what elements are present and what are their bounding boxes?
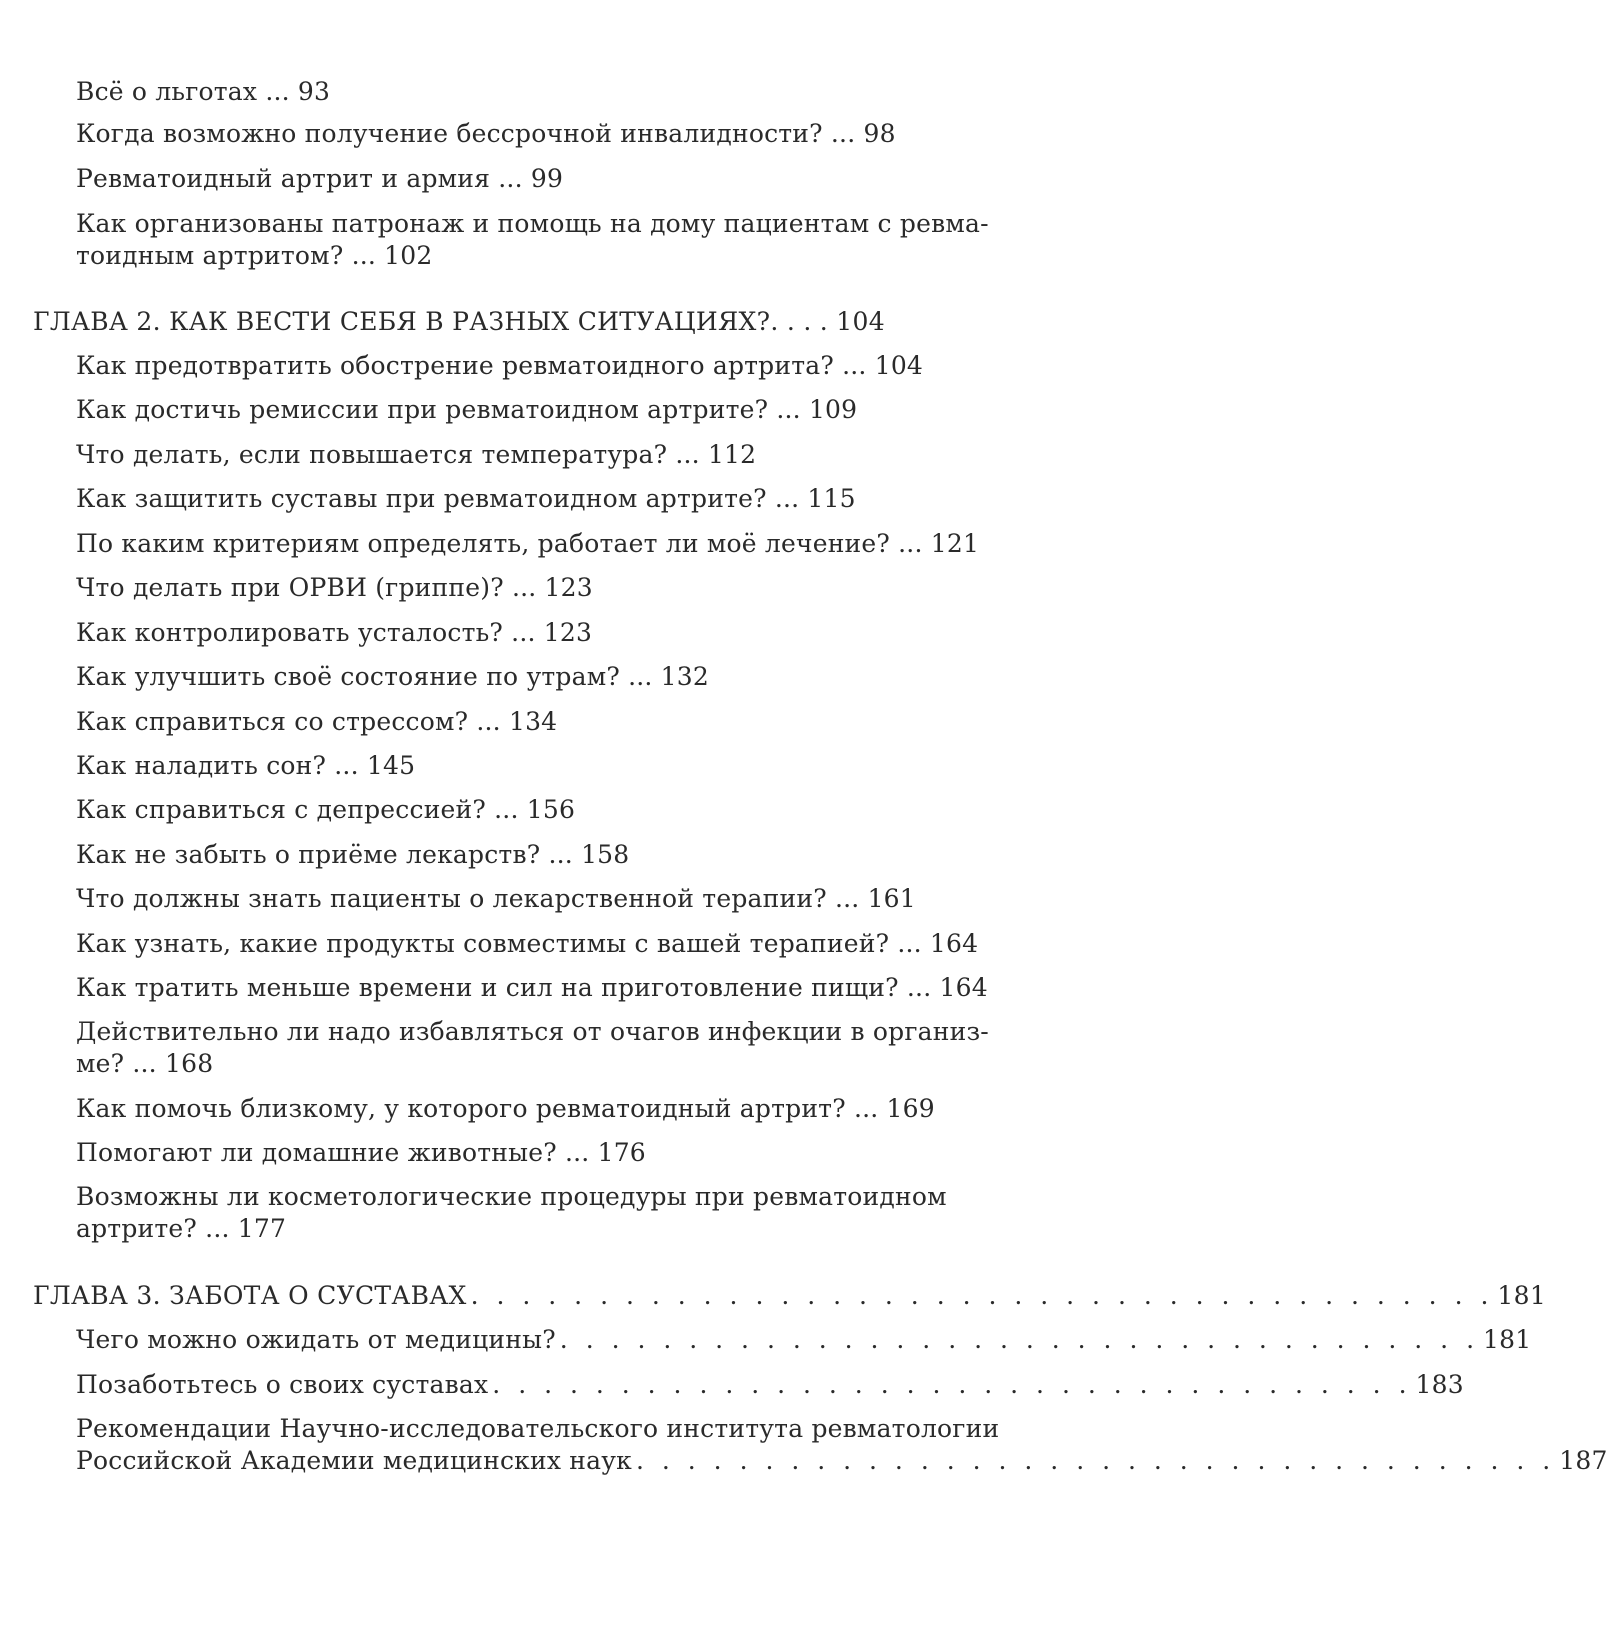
toc-entry[interactable] (76, 1324, 1532, 1356)
chapter-2-heading[interactable]: ГЛАВА 2. КАК ВЕСТИ СЕБЯ В РАЗНЫХ СИТУАЦИЯХ?. . . . 104 (33, 307, 885, 336)
toc-entry[interactable]: Как помочь близкому, у которого ревматоидный артрит? ... 169 (76, 1094, 935, 1123)
toc-entry-line-1[interactable]: Как организованы патронаж и помощь на дому пациентам с ревма- (76, 209, 989, 238)
toc-entry[interactable]: Как узнать, какие продукты совместимы с вашей терапией? ... 164 (76, 929, 979, 958)
toc-entry-page: 187 (1559, 1446, 1608, 1475)
dot-leader: . . . . . . . . . . . . . . . . . . . . . . . . . . . . . . . . . . . . (636, 1446, 1556, 1475)
toc-entry[interactable]: Как тратить меньше времени и сил на приготовление пищи? ... 164 (76, 973, 988, 1002)
toc-entry-title: Чего можно ожидать от медицины? (76, 1325, 556, 1354)
dot-leader: . . . . . . . . . . . . . . . . . . . . . . . . . . . . . . . . . . . . . . . . (470, 1281, 1494, 1310)
toc-entry[interactable]: По каким критериям определять, работает ли моё лечение? ... 121 (76, 529, 980, 558)
toc-entry[interactable]: Ревматоидный артрит и армия ... 99 (76, 164, 564, 193)
dot-leader: . . . . . . . . . . . . . . . . . . . . . . . . . . . . . . . . . . . . (559, 1325, 1480, 1354)
toc-entry-page: 183 (1415, 1370, 1464, 1399)
chapter-3-page: 181 (1497, 1281, 1547, 1310)
toc-entry[interactable]: Как не забыть о приёме лекарств? ... 158 (76, 840, 630, 869)
chapter-3-heading[interactable] (33, 1280, 1547, 1312)
toc-entry-line-2[interactable] (76, 1445, 1608, 1477)
toc-entry[interactable]: Как справиться с депрессией? ... 156 (76, 795, 576, 824)
toc-entry-line-2[interactable]: артрите? ... 177 (76, 1214, 287, 1243)
toc-entry[interactable]: Что должны знать пациенты о лекарственной терапии? ... 161 (76, 884, 916, 913)
toc-entry-line-1[interactable]: Рекомендации Научно-исследовательского института ревматологии (76, 1414, 1000, 1443)
dot-leader: . . . . . . . . . . . . . . . . . . . . . . . . . . . . . . . . . . . . (492, 1370, 1412, 1399)
toc-entry[interactable]: Как защитить суставы при ревматоидном артрите? ... 115 (76, 484, 856, 513)
toc-entry-title: Российской Академии медицинских наук (76, 1446, 632, 1475)
toc-entry-line-1[interactable]: Действительно ли надо избавляться от очагов инфекции в организ- (76, 1017, 989, 1046)
toc-entry[interactable]: Помогают ли домашние животные? ... 176 (76, 1138, 646, 1167)
toc-entry[interactable]: Как предотвратить обострение ревматоидного артрита? ... 104 (76, 351, 924, 380)
toc-entry[interactable]: Что делать, если повышается температура? ... 112 (76, 440, 757, 469)
toc-entry[interactable]: Когда возможно получение бессрочной инвалидности? ... 98 (76, 119, 896, 148)
toc-entry-line-2[interactable]: ме? ... 168 (76, 1049, 214, 1078)
toc-entry[interactable]: Как улучшить своё состояние по утрам? ... 132 (76, 662, 709, 691)
toc-entry[interactable]: Как справиться со стрессом? ... 134 (76, 707, 558, 736)
toc-entry-page: 181 (1483, 1325, 1532, 1354)
toc-entry[interactable]: Как наладить сон? ... 145 (76, 751, 416, 780)
toc-entry[interactable]: Что делать при ОРВИ (гриппе)? ... 123 (76, 573, 593, 602)
toc-entry[interactable]: Как контролировать усталость? ... 123 (76, 618, 593, 647)
toc-entry-line-1[interactable]: Возможны ли косметологические процедуры при ревматоидном (76, 1182, 947, 1211)
toc-entry[interactable] (76, 1369, 1464, 1401)
toc-entry[interactable]: Как достичь ремиссии при ревматоидном артрите? ... 109 (76, 395, 858, 424)
toc-entry-title: Позаботьтесь о своих суставах (76, 1370, 489, 1399)
toc-entry-line-2[interactable]: тоидным артритом? ... 102 (76, 241, 433, 270)
toc-entry[interactable]: Всё о льготах ... 93 (76, 77, 331, 106)
chapter-3-title: ГЛАВА 3. ЗАБОТА О СУСТАВАХ (33, 1281, 467, 1310)
